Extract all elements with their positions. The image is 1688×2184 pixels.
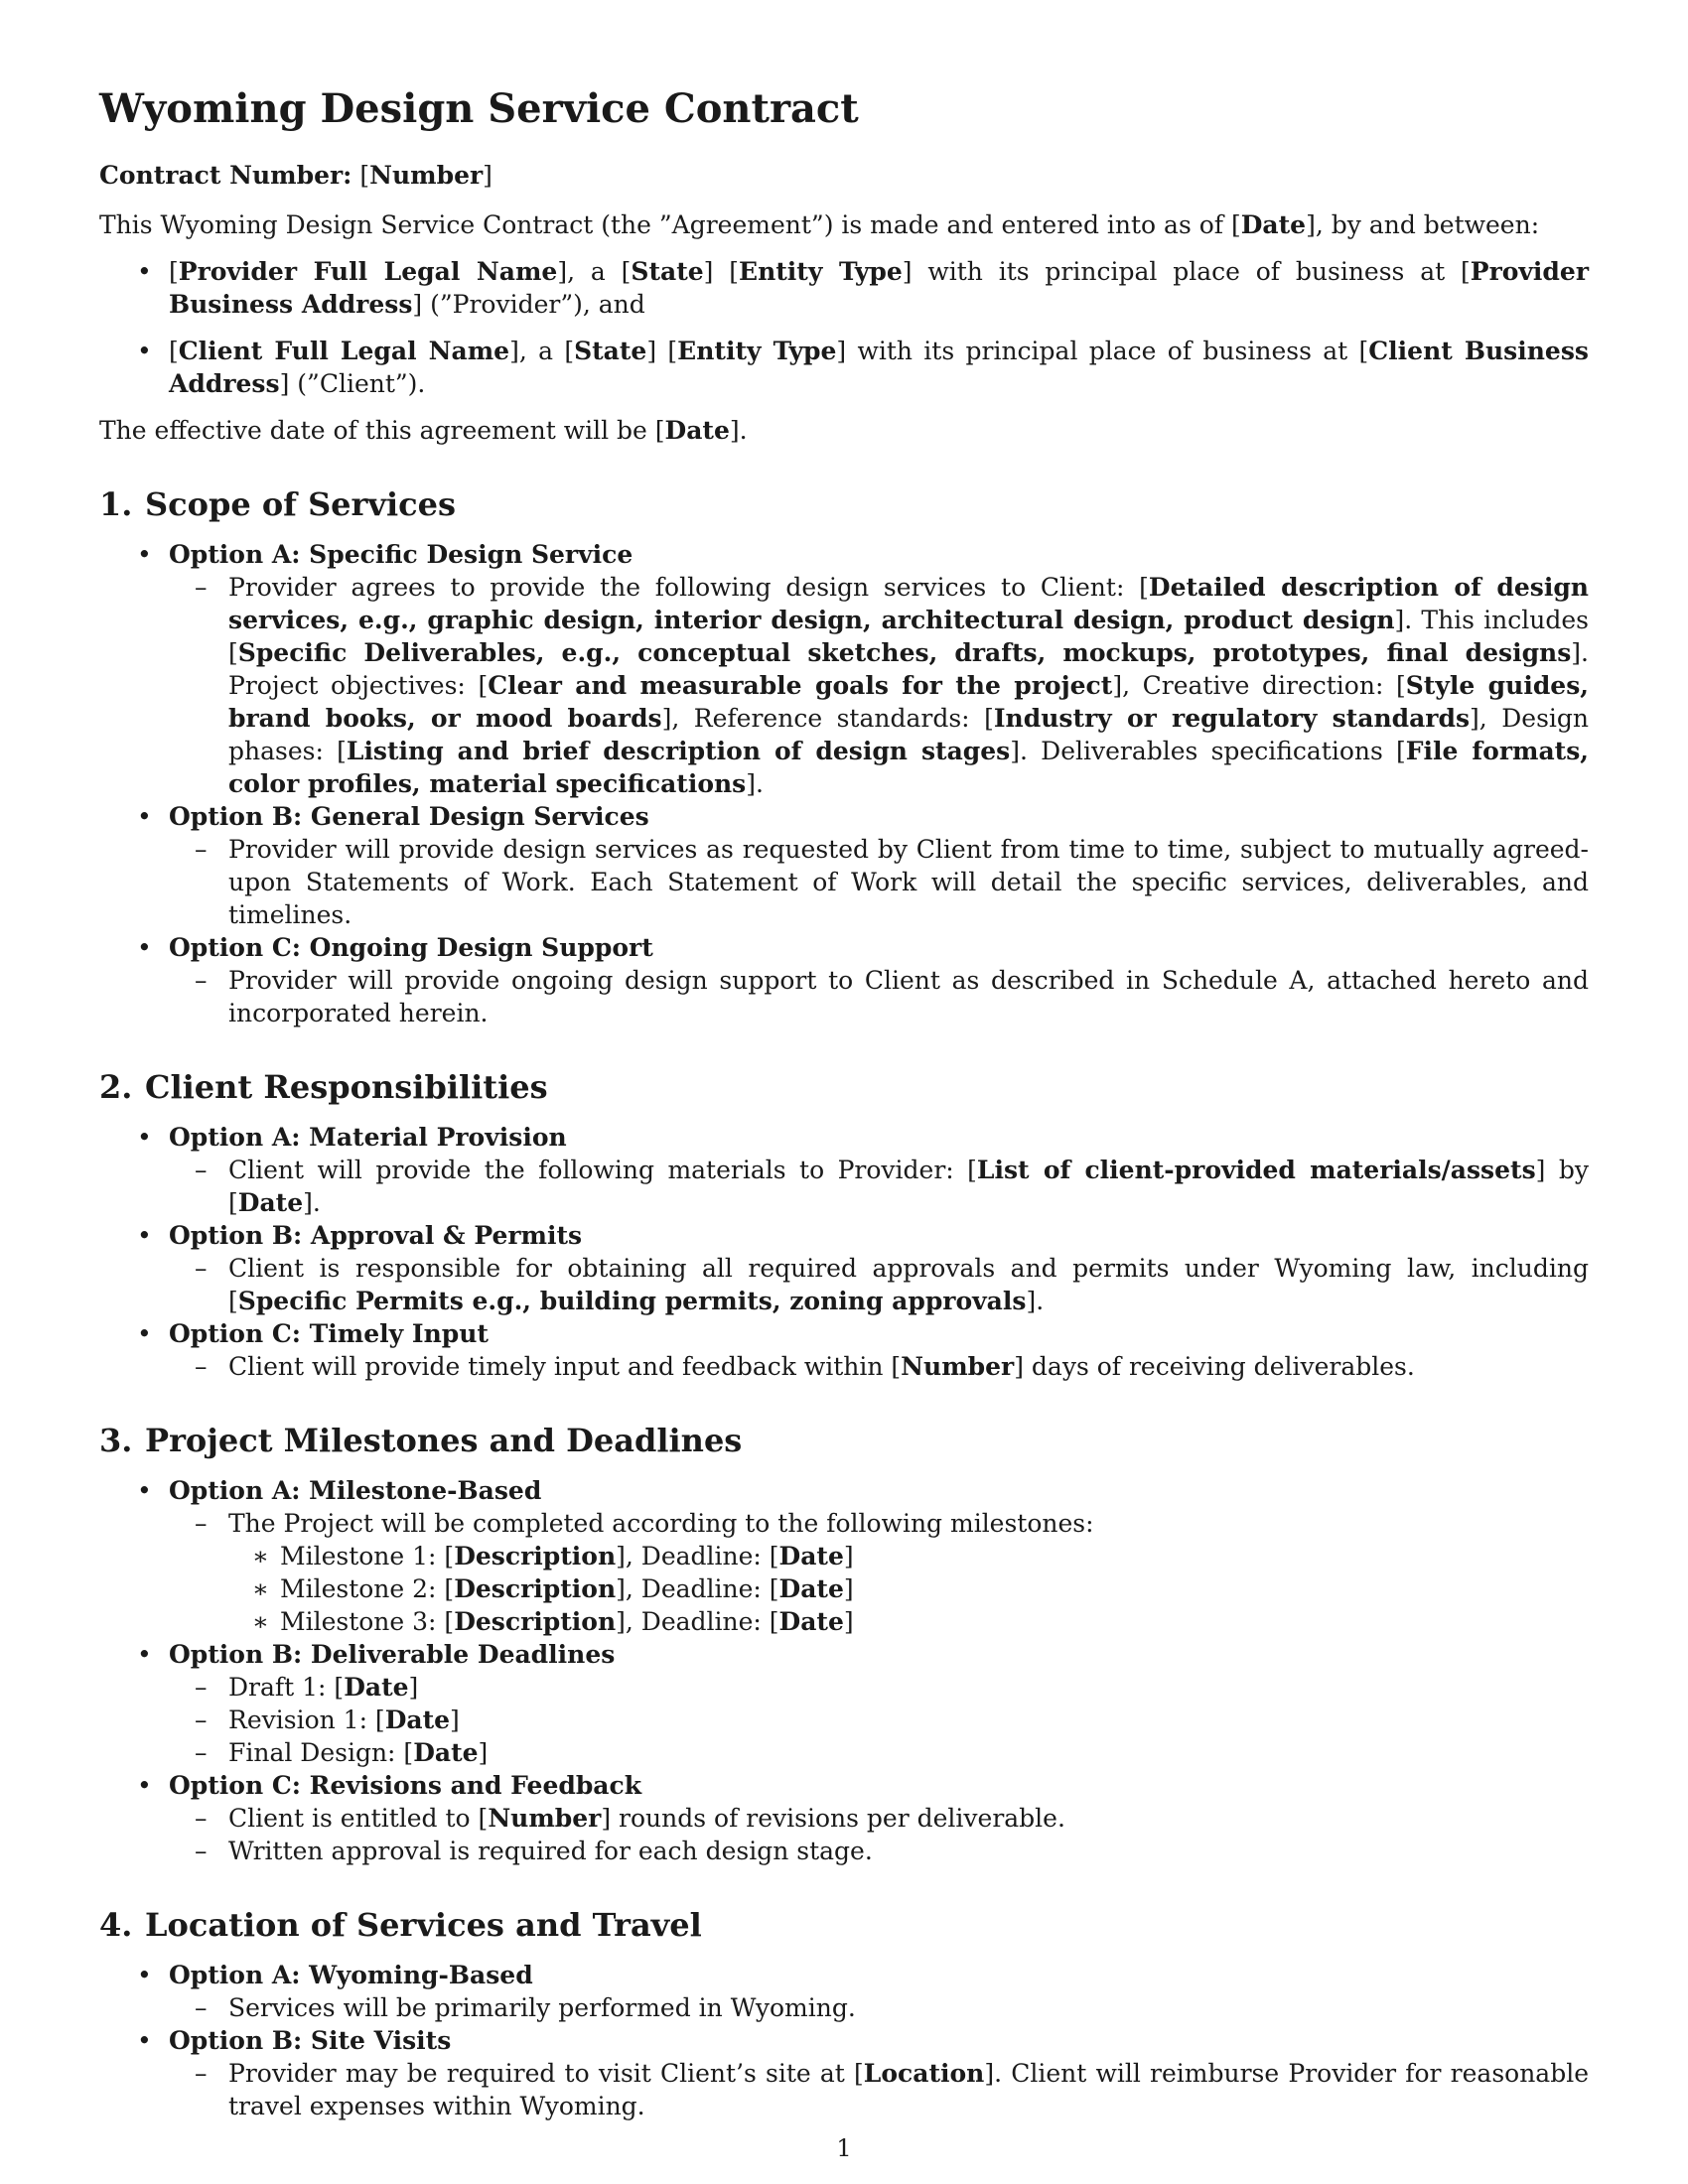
bullet-icon: • bbox=[137, 1221, 152, 1250]
option-detail: – Provider will provide ongoing design support to Client as described in Schedule A, attached hereto and incorporated herein. bbox=[195, 966, 1589, 1027]
bullet-icon: • bbox=[137, 2026, 152, 2055]
dash-icon: – bbox=[195, 573, 208, 602]
dash-icon: – bbox=[195, 1254, 208, 1283]
option-title: Option C: Timely Input bbox=[169, 1319, 489, 1348]
milestone-item: ∗ Milestone 2: [Description], Deadline: [Date] bbox=[252, 1574, 854, 1603]
dash-icon: – bbox=[195, 835, 208, 864]
option-detail: – Client is responsible for obtaining all required approvals and permits under Wyoming law, including [Specific Permits e.g., building permits, zoning approvals]. bbox=[195, 1254, 1589, 1315]
option-item bbox=[99, 1474, 1589, 1638]
milestone-item: ∗ Milestone 1: [Description], Deadline: [Date] bbox=[252, 1542, 854, 1570]
dash-icon: – bbox=[195, 2059, 208, 2088]
deadline-item: – Draft 1: [Date] bbox=[195, 1673, 419, 1702]
deadline-item: – Revision 1: [Date] bbox=[195, 1706, 460, 1734]
option-title: Option B: Site Visits bbox=[169, 2026, 452, 2055]
bullet-icon: • bbox=[137, 1961, 152, 1989]
section-4-heading: 4. Location of Services and Travel bbox=[99, 1906, 702, 1944]
bullet-icon: • bbox=[137, 337, 152, 365]
section-4-options bbox=[99, 1959, 1589, 2122]
dash-icon: – bbox=[195, 1837, 208, 1865]
contract-number: Contract Number: [Number] bbox=[99, 161, 492, 190]
option-title: Option A: Milestone-Based bbox=[169, 1476, 542, 1505]
option-detail: – Written approval is required for each design stage. bbox=[195, 1837, 873, 1865]
option-item bbox=[99, 1219, 1589, 1317]
bullet-icon: • bbox=[137, 1640, 152, 1669]
option-item bbox=[99, 1121, 1589, 1219]
intro-paragraph: This Wyoming Design Service Contract (the ”Agreement”) is made and entered into as of [Date], by and between: bbox=[99, 210, 1540, 239]
bullet-icon: • bbox=[137, 1476, 152, 1505]
party-provider: • [Provider Full Legal Name], a [State] [Entity Type] with its principal place of business at [Provider Business Address] (”Provider”), and bbox=[137, 257, 1589, 319]
dash-icon: – bbox=[195, 1673, 208, 1702]
section-1-options bbox=[99, 538, 1589, 1029]
asterisk-icon: ∗ bbox=[252, 1574, 269, 1603]
milestone-item: ∗ Milestone 3: [Description], Deadline: [Date] bbox=[252, 1607, 854, 1636]
section-2-options bbox=[99, 1121, 1589, 1383]
option-detail: – Client will provide the following materials to Provider: [List of client-provided materials/assets] by [Date]. bbox=[195, 1156, 1590, 1217]
option-item bbox=[99, 800, 1589, 931]
page-number: 1 bbox=[836, 2134, 852, 2162]
option-detail: – Provider agrees to provide the following design services to Client: [Detailed description of design services, e.g., graphic design, interior design, architectural design, product design]. This includes [Specific Deliverables, e.g., conceptual sketches, drafts, mockups, prototypes, final designs]. Project objectives: [Clear and measurable goals for the project], Creative direction: [Style guides, brand books, or mood boards], Reference standards: [Industry or regulatory standards], Design phases: [Listing and brief description of design stages]. Deliverables specifications [File formats, color profiles, material specifications]. bbox=[195, 573, 1590, 798]
option-title: Option A: Specific Design Service bbox=[169, 540, 633, 569]
option-item bbox=[99, 1769, 1589, 1867]
bullet-icon: • bbox=[137, 1319, 152, 1348]
option-title: Option C: Ongoing Design Support bbox=[169, 933, 653, 962]
option-title: Option A: Material Provision bbox=[169, 1123, 567, 1152]
option-detail: – Provider will provide design services as requested by Client from time to time, subject to mutually agreed-upon Statements of Work. Each Statement of Work will detail the specific services, deliverables, and timelines. bbox=[195, 835, 1589, 929]
asterisk-icon: ∗ bbox=[252, 1607, 269, 1636]
option-title: Option B: Deliverable Deadlines bbox=[169, 1640, 616, 1669]
option-detail: – Services will be primarily performed in Wyoming. bbox=[195, 1993, 856, 2022]
section-3-options bbox=[99, 1474, 1589, 1867]
option-detail: – The Project will be completed according to the following milestones: ∗ Milestone 1: [Description], Deadline: [Date] ∗ Milestone 2: [Description], Deadline: [Date] ∗ Milestone 3: [Description], Deadline: [Date] bbox=[169, 1507, 1589, 1638]
bullet-icon: • bbox=[137, 540, 152, 569]
option-detail: – Provider may be required to visit Client’s site at [Location]. Client will reimburse Provider for reasonable travel expenses within Wyoming. bbox=[195, 2059, 1590, 2120]
document-title: Wyoming Design Service Contract bbox=[99, 85, 859, 132]
option-item bbox=[99, 538, 1589, 800]
section-2-heading: 2. Client Responsibilities bbox=[99, 1068, 548, 1106]
section-3-heading: 3. Project Milestones and Deadlines bbox=[99, 1422, 743, 1459]
dash-icon: – bbox=[195, 1993, 208, 2022]
dash-icon: – bbox=[195, 1706, 208, 1734]
bullet-icon: • bbox=[137, 802, 152, 831]
deadline-item: – Final Design: [Date] bbox=[195, 1738, 489, 1767]
dash-icon: – bbox=[195, 966, 208, 995]
option-detail: – Client will provide timely input and feedback within [Number] days of receiving deliverables. bbox=[195, 1352, 1415, 1381]
option-title: Option B: Approval & Permits bbox=[169, 1221, 583, 1250]
party-client: • [Client Full Legal Name], a [State] [Entity Type] with its principal place of business at [Client Business Address] (”Client”). bbox=[137, 337, 1589, 398]
dash-icon: – bbox=[195, 1738, 208, 1767]
bullet-icon: • bbox=[137, 933, 152, 962]
dash-icon: – bbox=[195, 1156, 208, 1184]
bullet-icon: • bbox=[137, 1123, 152, 1152]
option-title: Option B: General Design Services bbox=[169, 802, 649, 831]
option-item bbox=[99, 1959, 1589, 2024]
bullet-icon: • bbox=[137, 1771, 152, 1800]
effective-date-paragraph: The effective date of this agreement will be [Date]. bbox=[99, 416, 748, 445]
option-item bbox=[99, 1638, 1589, 1769]
section-1-heading: 1. Scope of Services bbox=[99, 485, 456, 523]
option-title: Option A: Wyoming-Based bbox=[169, 1961, 533, 1989]
option-detail: – Client is entitled to [Number] rounds of revisions per deliverable. bbox=[195, 1804, 1065, 1833]
option-item bbox=[99, 2024, 1589, 2122]
bullet-icon: • bbox=[137, 257, 152, 286]
dash-icon: – bbox=[195, 1352, 208, 1381]
parties-list bbox=[99, 255, 1589, 400]
option-item bbox=[99, 1317, 1589, 1383]
asterisk-icon: ∗ bbox=[252, 1542, 269, 1570]
dash-icon: – bbox=[195, 1804, 208, 1833]
option-item bbox=[99, 931, 1589, 1029]
dash-icon: – bbox=[195, 1509, 208, 1538]
option-title: Option C: Revisions and Feedback bbox=[169, 1771, 642, 1800]
document-page bbox=[99, 85, 1589, 2122]
